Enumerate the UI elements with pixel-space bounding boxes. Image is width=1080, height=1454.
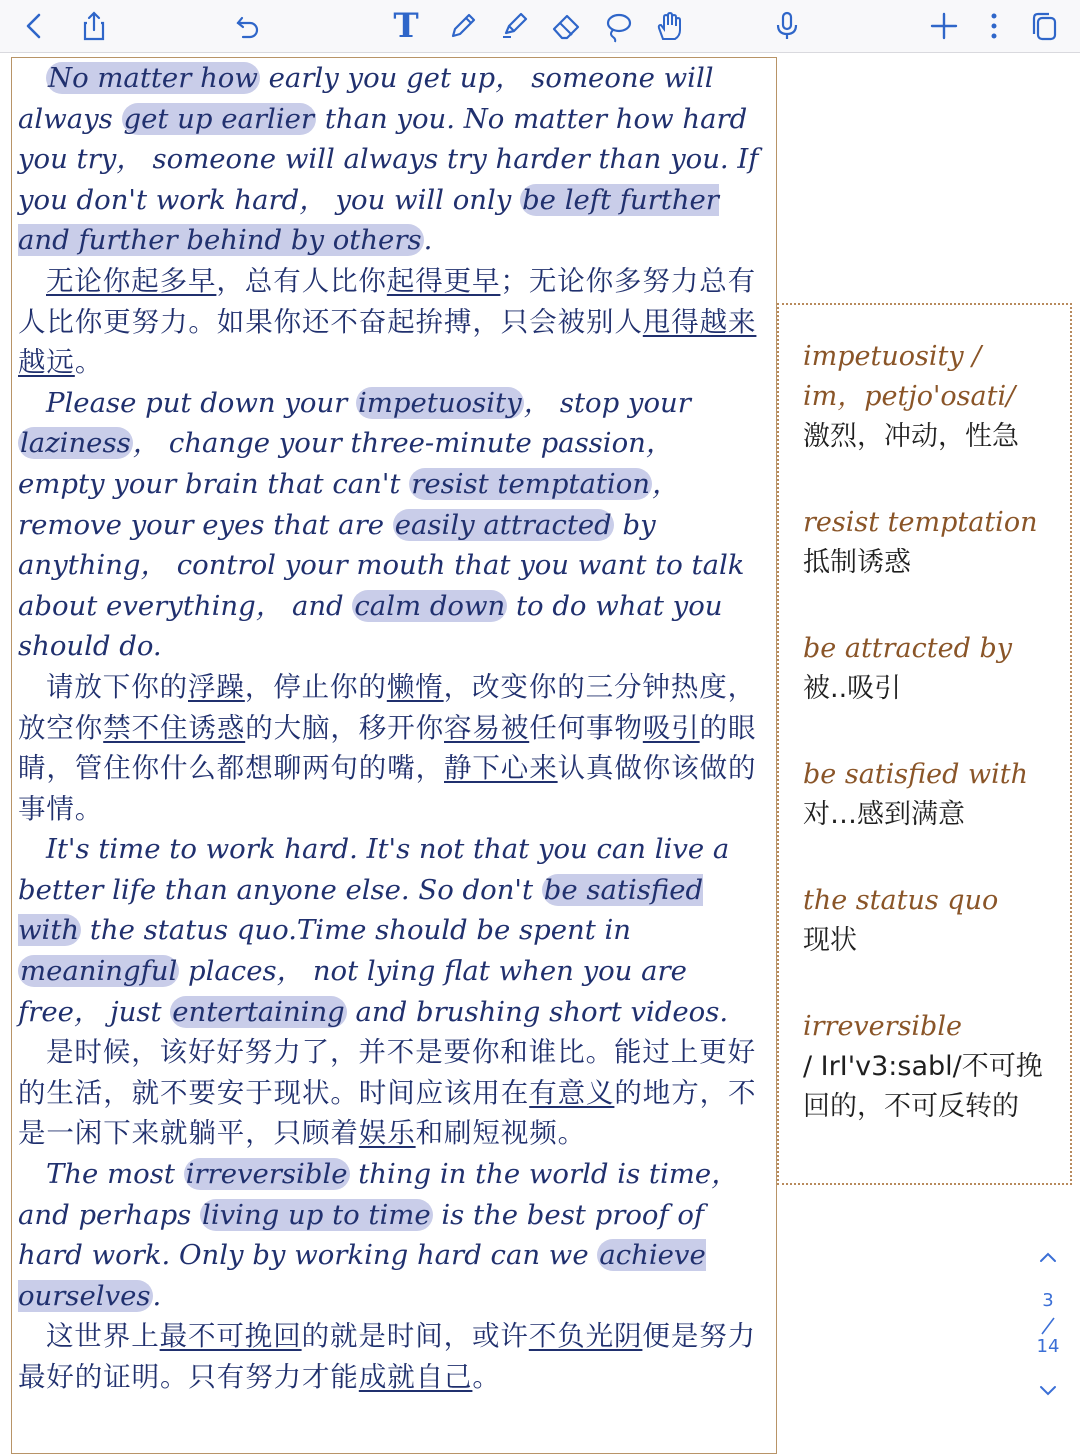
underlined-phrase: 禁不住诱惑: [103, 711, 246, 744]
text-run: 的大脑，移开你: [245, 711, 445, 744]
hand-tool-icon[interactable]: [648, 4, 692, 48]
text-run: Please put down your: [46, 386, 357, 419]
vocab-meaning: 对…感到满意: [803, 799, 965, 830]
highlighted-phrase: easily attracted: [394, 508, 612, 541]
note-paragraph: [18, 261, 768, 383]
text-run: by anything， control your mouth that you want to talk about everything， and: [18, 508, 745, 622]
highlighted-phrase: living up to time: [202, 1198, 431, 1231]
text-run: ，停止你的: [244, 670, 387, 703]
text-run: thing in the world is time， and perhaps: [18, 1158, 739, 1231]
vocab-term: be satisfied with: [803, 759, 1028, 790]
vocabulary-list: [803, 337, 1065, 1173]
text-run: 的眼睛，管住你什么都想聊两句的嘴，: [18, 711, 757, 785]
text-run: is the best proof of hard work. Only by working hard can we: [18, 1198, 705, 1272]
underlined-phrase: 最不可挽回: [159, 1320, 302, 1353]
text-run: early you get up， someone will always: [18, 62, 714, 135]
text-run: ，改变你的三分钟热度，放空你: [18, 670, 757, 744]
text-run: 认真做你该做的事情。: [18, 752, 757, 825]
pages-icon[interactable]: [1022, 4, 1066, 48]
vocab-entry: [803, 755, 1065, 835]
highlighted-phrase: achieve ourselves: [18, 1239, 706, 1312]
highlighted-phrase: irreversible: [185, 1158, 348, 1191]
text-run: ， stop your: [523, 386, 691, 419]
note-paragraph: [18, 667, 768, 829]
text-run: ， remove your eyes that are: [18, 467, 680, 541]
pen-tool-icon[interactable]: [440, 4, 484, 48]
vocab-meaning: / IrI'v3:sabl/不可挽回的，不可反转的: [803, 1051, 1043, 1122]
vocab-meaning: 被..吸引: [803, 673, 902, 704]
underlined-phrase: 娱乐: [358, 1117, 416, 1150]
highlighter-tool-icon[interactable]: [492, 4, 536, 48]
text-run: It's time to work hard. It's not that you can live a better life than anyone else. So don't: [18, 833, 730, 906]
note-paragraph: [18, 1154, 768, 1316]
undo-icon[interactable]: [226, 4, 270, 48]
text-run: 是时候，该好好努力了，并不是要你和谁比。能过上更好的生活，就不要安于现状。时间应该用在: [18, 1036, 756, 1109]
text-run: ，总有人比你: [216, 264, 387, 297]
text-run: ， change your three-minute passion， empty your brain that can't: [18, 427, 674, 500]
underlined-phrase: 起得更早: [386, 264, 501, 297]
underlined-phrase: 静下心来: [444, 752, 558, 785]
highlighted-phrase: entertaining: [172, 995, 345, 1028]
text-run: 任何事物: [529, 711, 643, 744]
underlined-phrase: 浮躁: [188, 670, 245, 703]
vocab-entry: [803, 337, 1065, 457]
page-up-icon[interactable]: [1036, 1246, 1060, 1270]
page-down-icon[interactable]: [1036, 1378, 1060, 1402]
note-paragraph: [18, 1316, 768, 1397]
vocab-meaning: 抵制诱惑: [803, 547, 911, 578]
microphone-icon[interactable]: [765, 4, 809, 48]
highlighted-phrase: get up earlier: [123, 102, 315, 135]
total-pages-number: 14: [1036, 1336, 1060, 1357]
underlined-phrase: 容易被: [444, 711, 530, 744]
text-run: the status quo.Time should be spent in: [81, 914, 632, 947]
vocab-term: be attracted by: [803, 633, 1012, 664]
more-icon[interactable]: [972, 4, 1016, 48]
note-text-body: [18, 58, 768, 1398]
note-paragraph: [18, 58, 768, 261]
vocab-entry: [803, 503, 1065, 583]
text-run: places， not lying flat when you are free， just: [18, 955, 687, 1028]
highlighted-phrase: meaningful: [20, 955, 178, 988]
text-run: 。: [472, 1361, 501, 1393]
text-run: 的就是时间，或许: [301, 1320, 529, 1353]
share-icon[interactable]: [72, 4, 116, 48]
vocab-entry: [803, 1007, 1065, 1127]
note-paragraph: [18, 1032, 768, 1154]
text-run: to do what you should do.: [18, 589, 723, 663]
text-tool-icon[interactable]: T: [393, 6, 419, 46]
vocab-term: impetuosity /: [803, 341, 982, 372]
text-run: .: [423, 224, 433, 257]
vocab-term: resist temptation: [803, 507, 1038, 538]
text-run: The most: [46, 1158, 184, 1191]
highlighted-phrase: impetuosity: [358, 386, 522, 419]
vocab-entry: [803, 629, 1065, 709]
highlighted-phrase: laziness: [20, 427, 131, 460]
vocab-meaning: 现状: [803, 925, 857, 956]
highlighted-phrase: be left further and further behind by others: [18, 183, 719, 257]
underlined-phrase: 成就自己: [358, 1361, 473, 1393]
top-toolbar: [0, 0, 1080, 53]
text-run: 的地方，不是一闲下来就躺平，只顾着: [18, 1076, 757, 1150]
page-navigator: [1024, 1238, 1072, 1408]
text-run: 便是努力最好的证明。只有努力才能: [18, 1320, 757, 1393]
text-run: than you. No matter how hard you try， someone will always try harder than you. If you don't work hard， you will only: [18, 102, 759, 216]
underlined-phrase: 无论你起多早: [46, 264, 217, 297]
back-icon[interactable]: [12, 4, 56, 48]
vocab-term: the status quo: [803, 885, 999, 916]
page-separator: [1036, 1316, 1060, 1336]
vocab-meaning: 激烈，冲动，性急: [803, 421, 1019, 452]
note-paragraph: [18, 829, 768, 1032]
vocab-term: irreversible: [803, 1011, 962, 1042]
text-run: 这世界上: [46, 1320, 160, 1353]
vocab-entry: [803, 881, 1065, 961]
underlined-phrase: 吸引: [642, 711, 700, 744]
highlighted-phrase: resist temptation: [411, 467, 650, 500]
highlighted-phrase: No matter how: [48, 62, 258, 94]
underlined-phrase: 不负光阴: [528, 1320, 643, 1353]
text-run: 和刷短视频。: [415, 1117, 587, 1150]
highlighted-phrase: calm down: [354, 589, 506, 622]
highlighted-phrase: be satisfied with: [18, 873, 704, 947]
lasso-tool-icon[interactable]: [596, 4, 640, 48]
add-icon[interactable]: [922, 4, 966, 48]
current-page-number: 3: [1042, 1290, 1054, 1311]
vocab-phonetic: im，petjo'osati/: [803, 381, 1016, 412]
underlined-phrase: 有意义: [529, 1076, 615, 1109]
text-run: ；无论你多努力总有人比你更努力。如果你还不奋起拚搏，只会被别人: [18, 264, 757, 338]
note-page[interactable]: [11, 57, 777, 1454]
text-run: and brushing short videos.: [346, 995, 729, 1028]
underlined-phrase: 甩得越来越远: [18, 305, 757, 379]
text-run: .: [152, 1279, 162, 1312]
underlined-phrase: 懒惰: [386, 670, 444, 703]
text-run: 。: [74, 346, 104, 379]
vocabulary-box[interactable]: [777, 303, 1072, 1185]
note-paragraph: [18, 383, 768, 667]
eraser-tool-icon[interactable]: [544, 4, 588, 48]
text-run: 请放下你的: [46, 670, 188, 703]
